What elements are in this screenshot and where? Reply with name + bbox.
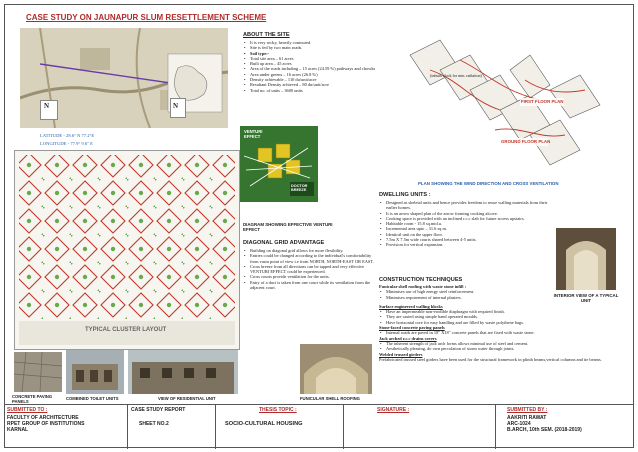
title-block xyxy=(4,404,634,449)
list-item: • Habitable room - 15.8 sq.mid.u. xyxy=(386,221,549,226)
list-item: • Cross breeze from all directions can be tapped and very effective VENTURI EFFECT could be experienced. xyxy=(250,264,375,275)
plan-caption: PLAN SHOWING THE WIND DIRECTION AND CROSS VENTILATION xyxy=(418,181,559,186)
doctor-breeze-label: DOCTOR BREEZE xyxy=(291,184,308,193)
list-item: • They are casted using simple hand operated moulds. xyxy=(386,314,551,319)
sub4-list xyxy=(379,341,551,352)
list-item: • Resultant Density achieved – 80 du/unit/acre xyxy=(250,82,393,87)
ground-floor-label: GROUND FLOOR PLAN xyxy=(501,139,551,144)
venturi-label: VENTURI EFFECT xyxy=(244,129,263,139)
report-cell xyxy=(128,405,216,449)
venturi-diagram xyxy=(240,126,318,202)
list-item: • Aesthetically pleasing, do own percolation of storm water through joints. xyxy=(386,346,551,351)
diagonal-grid-section xyxy=(243,240,375,290)
dwelling-list xyxy=(379,200,549,248)
submitted-to-line: RPET GROUP OF INSTITUTIONS xyxy=(7,421,85,427)
list-item: • Entries could be changed according to the individual's comfortability from vastu point of view i.e from NORTH, NORTH-EAST OR EAST. xyxy=(250,253,375,264)
submitted-by-label: SUBMITTED BY : xyxy=(507,407,548,413)
about-site-section xyxy=(243,32,393,93)
list-item: • Have an impermeable non-erodible diaphragm with required finish. xyxy=(386,309,551,314)
list-item: • Area of the roads including – 15 acres (24.59 %) pathways and chowks xyxy=(250,66,393,71)
list-item: • 7.5m X 7.5m wide courts shared between 4-5 units. xyxy=(386,237,549,242)
list-item: • Have horizontal core for easy handling and are filled by waste polythene bags. xyxy=(386,320,551,325)
unit-plan-drawing xyxy=(400,30,612,178)
first-floor-label: FIRST FLOOR PLAN xyxy=(521,99,564,104)
about-site-heading: ABOUT THE SITE xyxy=(243,32,290,38)
toilets-caption: COMBINED TOILET UNITS xyxy=(66,396,119,401)
cluster-layout-label: TYPICAL CLUSTER LAYOUT xyxy=(85,327,167,333)
report-label: CASE STUDY REPORT xyxy=(131,407,186,413)
thesis-label: THESIS TOPIC : xyxy=(259,407,297,413)
sub3-list xyxy=(379,330,551,335)
construction-sub4: Jack arched r.c.c drains covers xyxy=(379,335,437,341)
residential-caption: VIEW OF RESIDENTIAL UNIT xyxy=(158,396,216,401)
list-item: • Incremental area upto – 31.6 sq.m. xyxy=(386,226,549,231)
construction-heading: CONSTRUCTION TECHNIQUES xyxy=(379,277,463,283)
location-map xyxy=(20,28,228,128)
list-item: • Designed as skeletal units and hence provides freedom to reuse walling materials from their earlier homes. xyxy=(386,200,549,211)
submitted-to-line: FACULTY OF ARCHITECTURE xyxy=(7,415,79,421)
list-item: • Total site area – 61 acres xyxy=(250,56,393,61)
submitted-to-cell xyxy=(4,405,128,449)
signature-label: SIGNATURE : xyxy=(377,407,410,413)
list-item: • Total no. of units – 3600 units xyxy=(250,88,393,93)
venturi-caption: DIAGRAM SHOWING EFFECTIVE VENTURI EFFECT xyxy=(243,222,333,233)
construction-sub5: Welded trussed girders xyxy=(379,351,423,357)
interior-caption: INTERIOR VIEW OF A TYPICAL UNIT xyxy=(553,293,619,304)
toilets-photo xyxy=(66,350,124,394)
cluster-layout-drawing xyxy=(14,150,240,350)
funicular-photo xyxy=(300,344,372,394)
dwelling-units-section xyxy=(379,192,549,248)
sub2-list xyxy=(379,309,551,325)
list-item: • Cooking space is provided with an inclined r.c.c slab for future access upstairs. xyxy=(386,216,549,221)
residential-photo xyxy=(128,350,238,394)
list-item: • Identical unit on the upper floor. xyxy=(386,232,549,237)
list-item: • It is an arrow shaped plan of the arrow forming cooking alcove. xyxy=(386,211,549,216)
signature-cell xyxy=(344,405,496,449)
submitted-to-label: SUBMITTED TO : xyxy=(7,407,48,413)
north-arrow-2: N xyxy=(173,102,179,110)
list-item: • Density achievable – 110 du/unit/acre xyxy=(250,77,393,82)
sub1-list xyxy=(379,289,551,300)
paving-caption: CONCRETE PAVING PANELS xyxy=(12,394,53,404)
construction-sub1: Funicular shell roofing with waste stone infill : xyxy=(379,284,467,289)
thesis-cell xyxy=(216,405,344,449)
list-item: • Area under greens – 16 acres (26.8 %) xyxy=(250,72,393,77)
diagonal-grid-heading: DIAGONAL GRID ADVANTAGE xyxy=(243,240,325,246)
submitted-by-line: ARC-1024 xyxy=(507,421,531,427)
list-item: • Soil type:- xyxy=(250,51,393,56)
list-item: • Minimises use of high energy steel reinforcement. xyxy=(386,289,551,294)
list-item: • Entry of a duct is taken from one court while its ventilation from the adjacent court. xyxy=(250,280,375,291)
north-arrow-1: N xyxy=(44,102,50,110)
list-item: • Building on diagonal grid allows for more flexibility. xyxy=(250,248,375,253)
list-item: • Minimises requirement of internal plasters. xyxy=(386,295,551,300)
plan-note: (inbuilt clock for min. radiation) xyxy=(430,73,482,78)
sheet-number: SHEET NO.2 xyxy=(139,421,169,427)
longitude-text: LONGITUDE - 77.9° 9.6" E xyxy=(40,141,93,146)
submitted-by-line: AAKRITI RAWAT xyxy=(507,415,547,421)
list-item: • The inherent strength of jack arch forms allows minimal use of steel and cement. xyxy=(386,341,551,346)
list-item: • Cross courts provide ventilation for the units. xyxy=(250,274,375,279)
latitude-text: LATITUDE - 28.6° N 77.2°E xyxy=(40,133,95,138)
list-item: • Site is fed by two main roads. xyxy=(250,45,393,50)
submitted-by-line: B.ARCH, 10th SEM. (2018-2019) xyxy=(507,427,582,433)
about-site-list xyxy=(243,40,393,93)
thesis-value: SOCIO-CULTURAL HOUSING xyxy=(225,421,303,427)
funicular-caption: FUNICULAR SHELL ROOFING xyxy=(300,396,360,401)
submitted-to-line: KARNAL xyxy=(7,427,29,433)
list-item: • It is very rocky, heavily contoured. xyxy=(250,40,393,45)
diagonal-grid-list xyxy=(243,248,375,290)
paving-photo xyxy=(14,352,62,392)
list-item: • Provision for vertical expansion. xyxy=(386,242,549,247)
construction-sub3: Stone-faced concrete paving panels xyxy=(379,325,445,331)
construction-sub2: Surface engineered walling blocks xyxy=(379,303,443,309)
page-title: CASE STUDY ON JAUNAPUR SLUM RESETTLEMENT SCHEME xyxy=(26,13,267,22)
submitted-by-cell xyxy=(496,405,634,449)
list-item: • Internal roads are paved in 18" X18" concrete panels that are fixed with waste stone. xyxy=(386,330,551,335)
dwelling-heading: DWELLING UNITS : xyxy=(379,192,431,198)
list-item: • Built up area – 45 acres xyxy=(250,61,393,66)
interior-photo xyxy=(556,228,616,290)
construction-sub5-text: Prefabricated trussed steel girders have been used for the structural framework in plinth beams,vertical columns and tie beams. xyxy=(379,356,602,362)
